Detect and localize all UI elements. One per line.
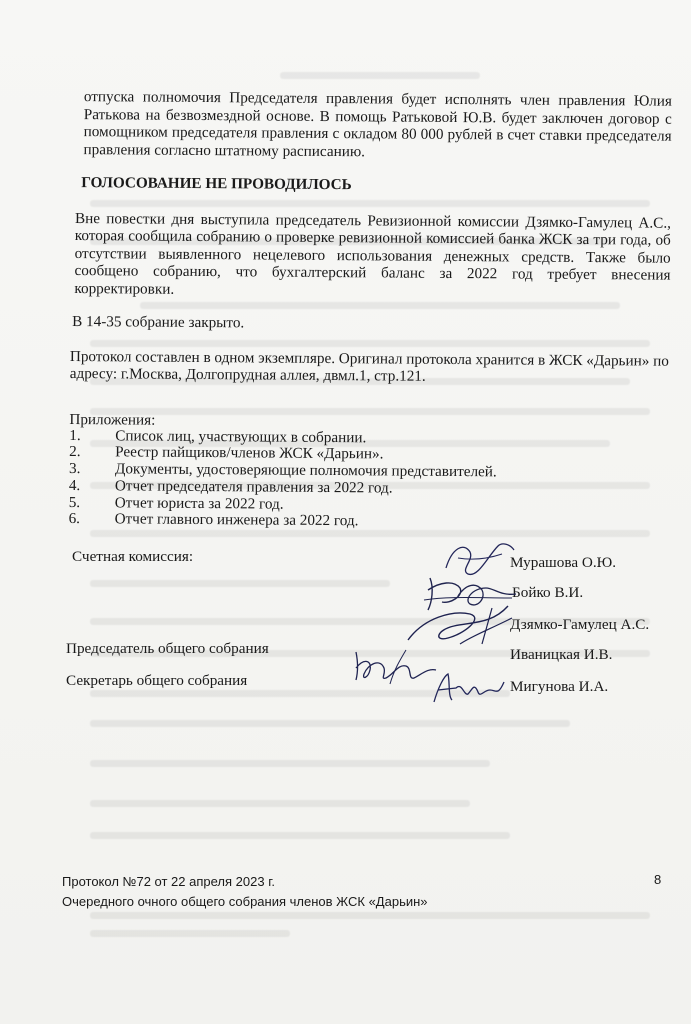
list-item: 1. Список лиц, участвующих в собрании.	[69, 426, 367, 446]
document-footer	[62, 872, 428, 912]
footer-meeting-line: Очередного очного общего собрания членов ЖСК «Дарьин»	[62, 894, 428, 909]
audit-paragraph: Вне повестки дня выступила председатель Ревизионной комиссии Дзямко-Гамулец А.С., которая сообщила собранию о проверке ревизионной комиссией банка ЖСК за три года, об отсутствии выявленного нецелевого использования денежных средств. Также было сообщено собранию, что бухгалтерский баланс за 2022 год требует внесения корректировки.	[74, 209, 672, 298]
signature-ivanitskaya	[350, 640, 440, 688]
list-item: 2. Реестр пайщиков/членов ЖСК «Дарьин».	[69, 443, 384, 463]
counting-member-name: Мурашова О.Ю.	[510, 554, 617, 571]
list-item: 4. Отчет председателя правления за 2022 год.	[68, 476, 393, 497]
chair-label: Председатель общего собрания	[66, 640, 269, 657]
voting-heading: ГОЛОСОВАНИЕ НЕ ПРОВОДИЛОСЬ	[81, 174, 352, 194]
attachments-title: Приложения:	[69, 410, 156, 429]
protocol-note: Протокол составлен в одном экземпляре. Оригинал протокола хранится в ЖСК «Дарьин» по адресу: г.Москва, Долгопрудная аллея, двмл.1, стр.121.	[69, 347, 669, 385]
counting-member-name: Бойко В.И.	[512, 584, 584, 601]
secretary-name: Мигунова И.А.	[510, 678, 609, 695]
list-item: 6. Отчет главного инженера за 2022 год.	[68, 510, 359, 530]
paragraph-continuation: отпуска полномочия Председателя правления будет исполнять член правления Юлия Ратькова на безвозмездной основе. В помощь Ратьковой Ю.В. будет заключен договор с помощником председателя правления с окладом 80 000 рублей в счет ставки председателя правления согласно штатному расписанию.	[83, 88, 672, 160]
counting-member-name: Дзямко-Гамулец А.С.	[510, 616, 650, 633]
footer-protocol-line: Протокол №72 от 22 апреля 2023 г.	[62, 874, 275, 889]
secretary-label: Секретарь общего собрания	[66, 672, 248, 689]
chair-name: Иваницкая И.В.	[510, 646, 613, 663]
page-number: 8	[654, 872, 662, 887]
list-item: 3. Документы, удостоверяющие полномочия представителей.	[68, 460, 497, 481]
signature-migunova	[428, 668, 508, 708]
counting-commission-label: Счетная комиссия:	[72, 548, 194, 565]
list-item: 5. Отчет юриста за 2022 год.	[68, 493, 284, 513]
closing-line: В 14-35 собрание закрыто.	[72, 313, 245, 332]
